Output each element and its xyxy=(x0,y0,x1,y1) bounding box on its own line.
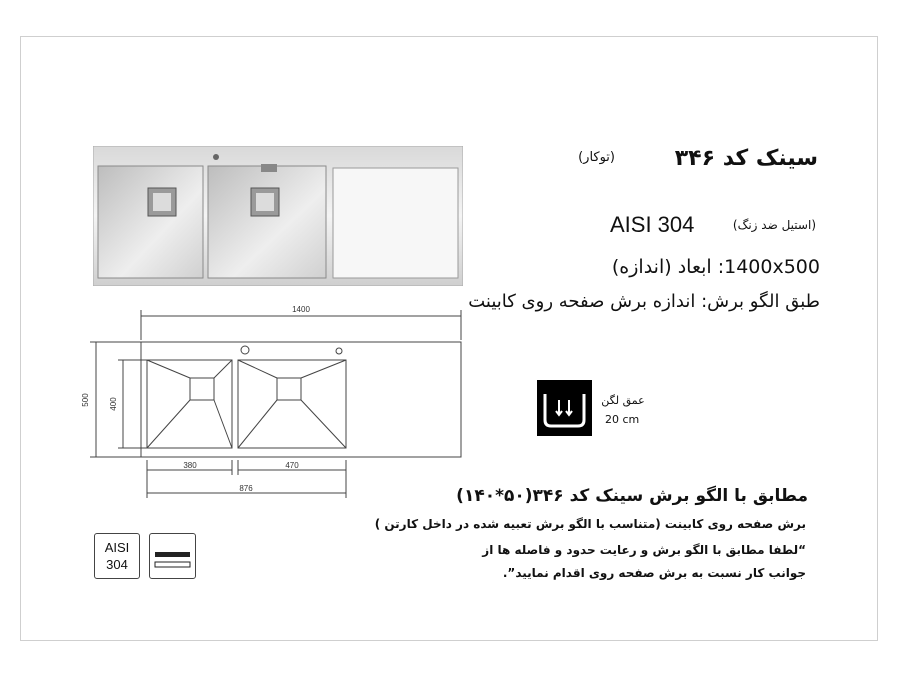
cut-template-text: طبق الگو برش: اندازه برش صفحه روی کابینت xyxy=(468,291,820,312)
template-note-2: “لطفا مطابق با الگو برش و رعایت حدود و فاصله ها از xyxy=(482,543,806,557)
sink-photo xyxy=(93,146,463,286)
product-subtitle: (توکار) xyxy=(578,150,615,165)
product-title: سینک کد ۳۴۶ xyxy=(674,146,818,171)
bowl-depth-icon xyxy=(537,380,592,436)
dim-bowls-total: 876 xyxy=(239,484,253,493)
undermount-icon xyxy=(149,533,196,579)
dimensions-text: 1400x500: ابعاد (اندازه) xyxy=(611,256,820,278)
template-title: مطابق با الگو برش سینک کد ۳۴۶(۵۰*۱۴۰) xyxy=(456,486,808,506)
depth-value: 20 cm xyxy=(605,413,640,426)
template-note-3: جوانب کار نسبت به برش صفحه روی اقدام نمایید”. xyxy=(502,566,806,580)
dim-bowl2-width: 470 xyxy=(285,461,299,470)
material-grade: AISI 304 xyxy=(610,212,695,237)
dim-overall-width: 1400 xyxy=(292,305,310,314)
template-note-1: برش صفحه روی کابینت (متناسب با الگو برش تعبیه شده در داخل کارتن ) xyxy=(374,517,806,531)
aisi-badge xyxy=(94,533,140,579)
aisi-badge-line1: AISI xyxy=(104,540,130,555)
dim-overall-height: 500 xyxy=(81,393,90,407)
technical-drawing xyxy=(80,300,470,510)
dim-bowl1-width: 380 xyxy=(183,461,197,470)
dim-bowl-height: 400 xyxy=(109,397,118,411)
depth-label: عمق لگن xyxy=(601,394,645,407)
aisi-badge-line2: 304 xyxy=(106,557,128,572)
material-note: (استیل ضد زنگ) xyxy=(732,218,816,232)
